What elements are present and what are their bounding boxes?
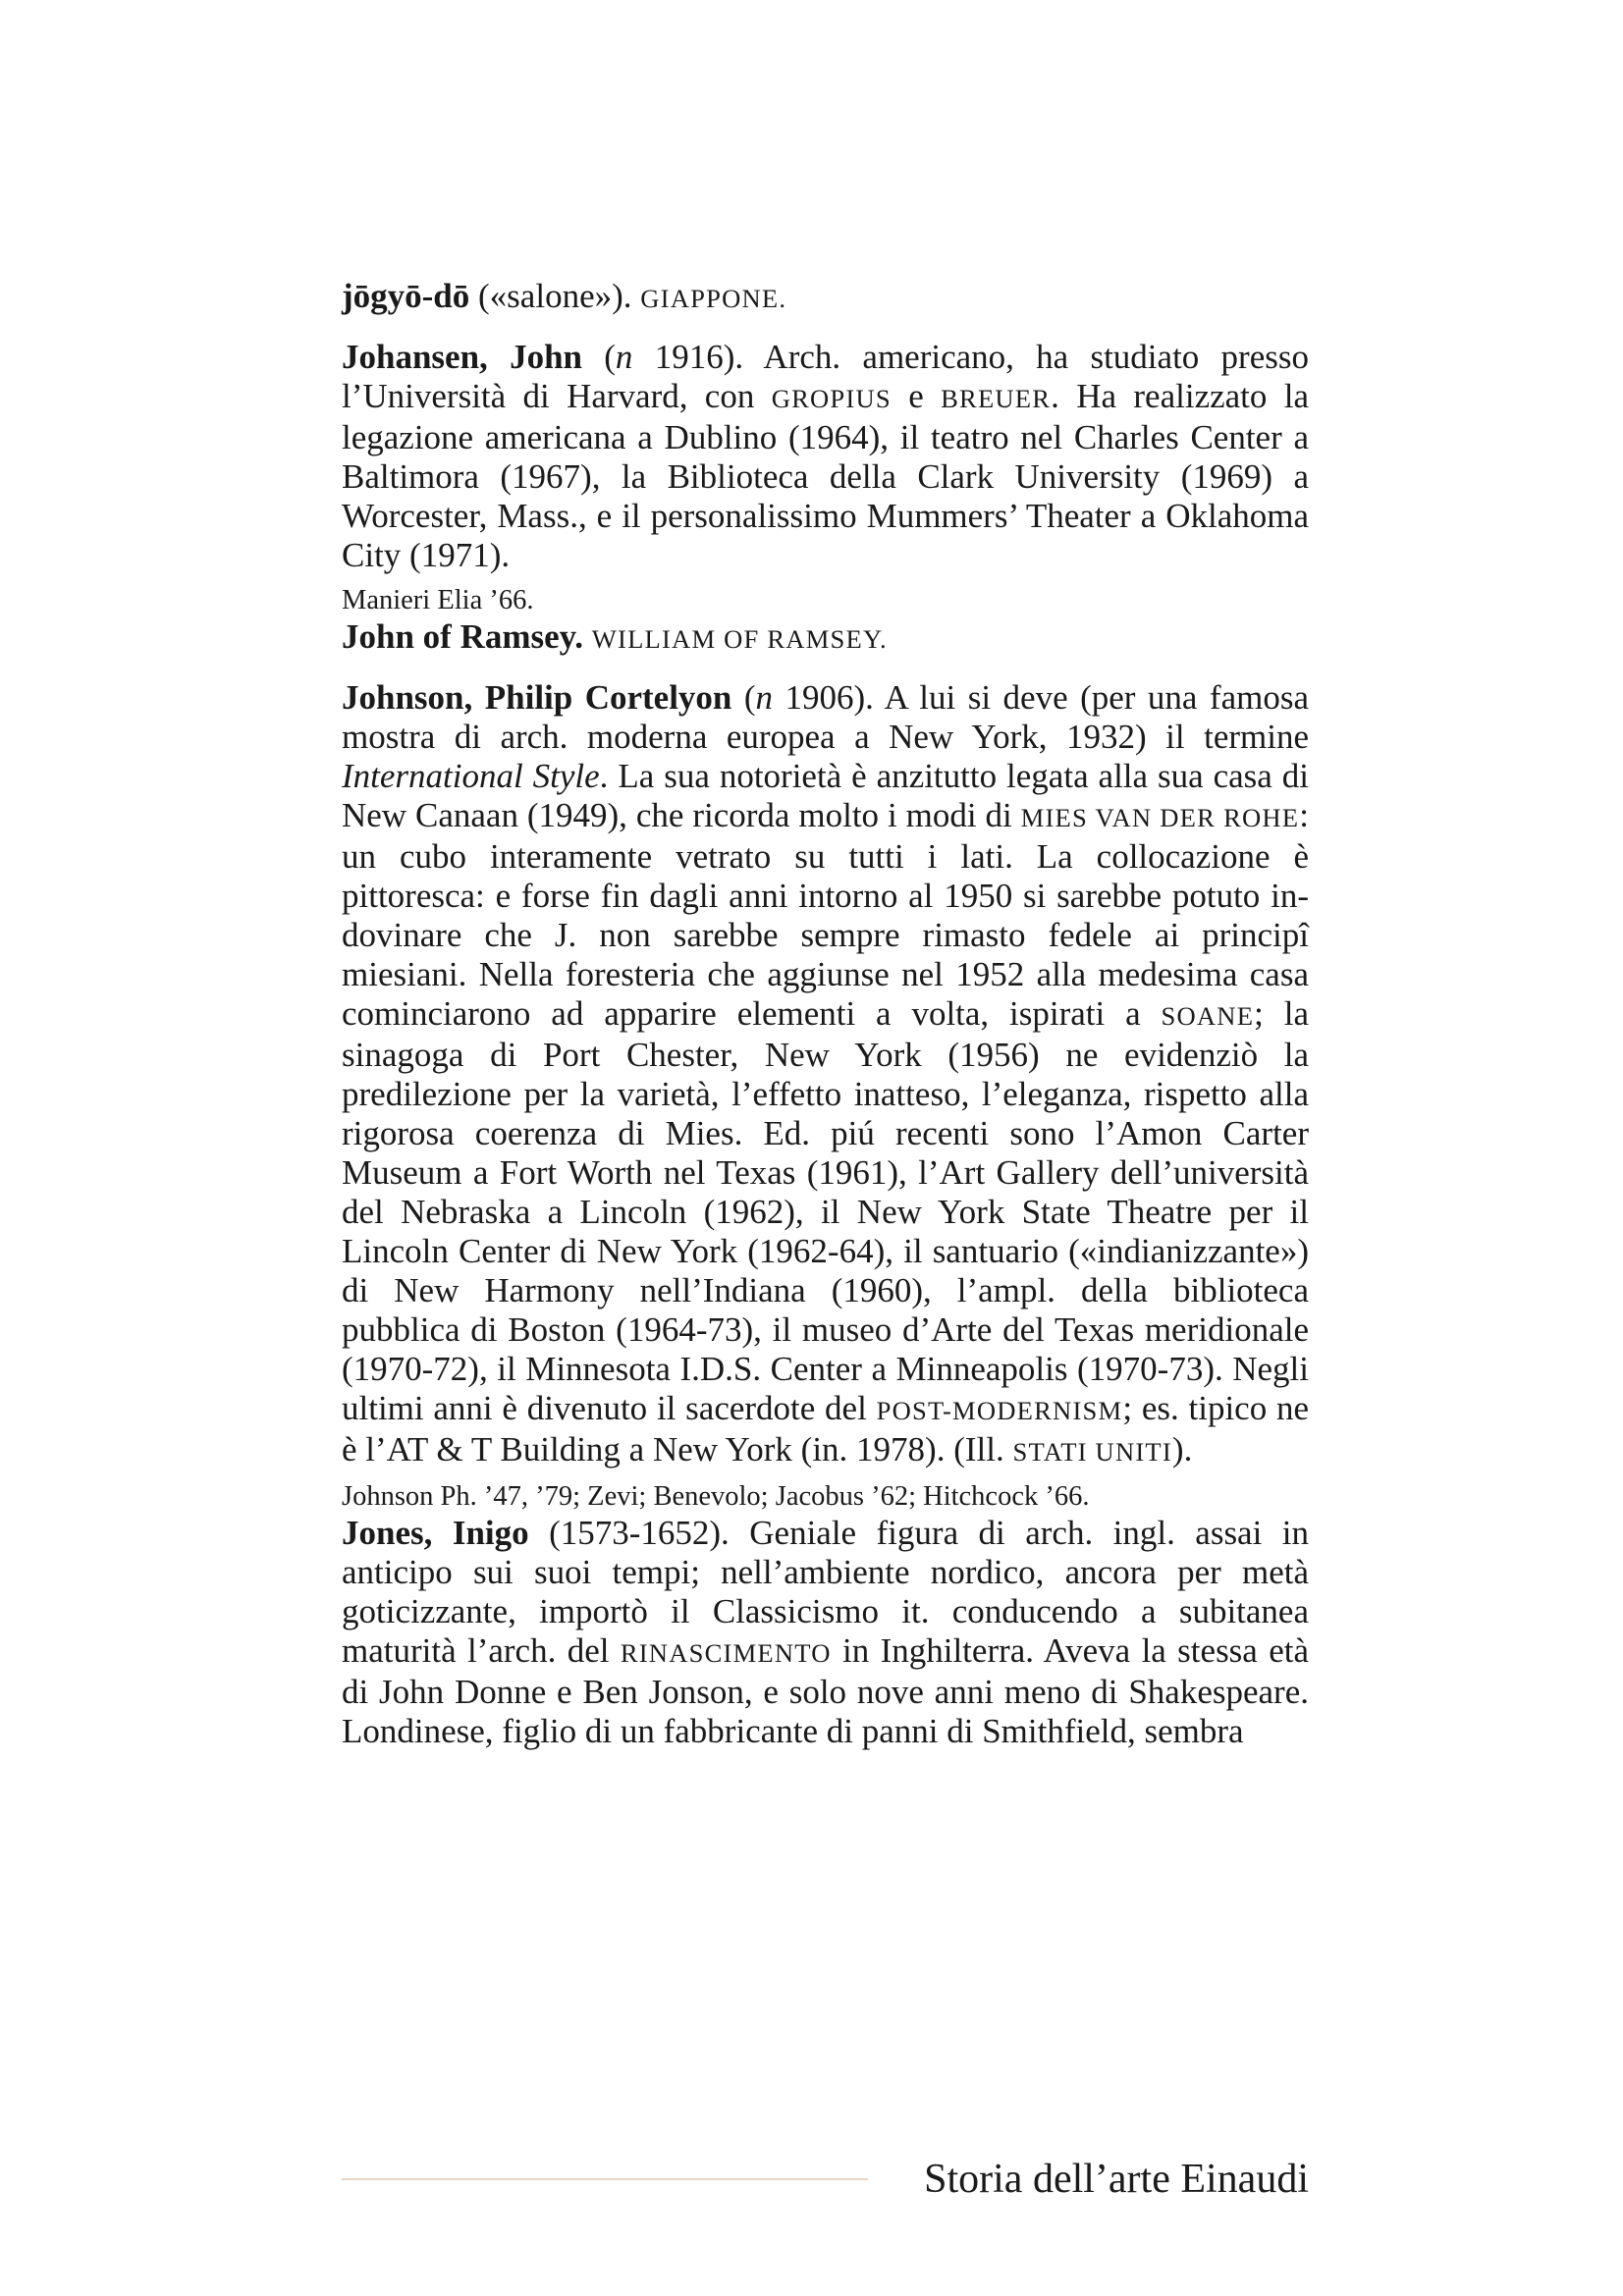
entry-text: 1906). A lui si deve (per una famosa mostra di arch. moderna europea a New York, 1932) il termine: [342, 678, 1309, 756]
entry-text: [583, 617, 592, 656]
footer-rule: [342, 2178, 868, 2180]
entry-text: (: [582, 338, 616, 376]
italic-text: International Style: [342, 757, 600, 795]
entry-text: (1573-1652). Geniale figura di arch. ingl. assai in anticipo sui suoi tempi; nell’ambiente nordico, ancora per metà goticizzante, importò il Classicismo it. conducendo a subitanea maturità l’arch. del: [342, 1514, 1309, 1670]
italic-text: n: [615, 338, 633, 376]
cross-reference: WILLIAM OF RAMSEY.: [591, 624, 888, 654]
headword: Johnson, Philip Cortelyon: [342, 678, 732, 717]
cross-reference: GIAPPONE.: [640, 284, 787, 313]
cross-reference: RINASCIMENTO: [620, 1638, 832, 1668]
footer-brand: Storia dell’arte Einaudi: [924, 2157, 1309, 2202]
entry-text: ).: [1171, 1430, 1193, 1468]
cross-reference: STATI UNITI: [1012, 1437, 1172, 1467]
entry-text: 1916). Arch. americano, ha studiato presso l’Università di Harvard, con: [342, 338, 1309, 415]
entry-text: (: [731, 678, 756, 717]
entry-text: in Inghilterra. Aveva la stessa età di John Donne e Ben Jonson, e solo nove anni meno di Shakespeare. Londinese, figlio di un fabbricante di panni di Smithfield, sembra: [342, 1631, 1309, 1750]
entry-john-of-ramsey: [342, 617, 1309, 659]
cross-reference: MIES VAN DER ROHE: [1020, 803, 1300, 832]
cross-reference: SOANE: [1161, 1001, 1255, 1031]
entry-johnson: [342, 678, 1309, 1471]
entry-text: («salone»).: [469, 277, 641, 315]
entry-text: ; es. tipico ne è l’AT & T Building a New York (in. 1978). (Ill.: [342, 1389, 1310, 1468]
cross-reference: POST-MODERNISM: [876, 1396, 1123, 1425]
cross-reference: BREUER: [941, 384, 1052, 413]
entry-text: : un cubo interamente vetrato su tutti i lati. La collocazione è pittoresca: e forse fin dagli anni intorno al 1950 si sarebbe potuto indovinare che J. non sarebbe sempre rimasto fedele ai principî miesiani. Nella foresteria che aggiunse nel 1952 alla medesima casa cominciarono ad apparire elementi a volta, ispirati a: [342, 796, 1309, 1033]
bibliography-johansen: Manieri Elia ’66.: [342, 585, 534, 615]
cross-reference: GROPIUS: [771, 384, 892, 413]
entry-johansen: [342, 338, 1309, 575]
entry-text: . Ha realizzato la legazione americana a Dublino (1964), il teatro nel Charles Center a Baltimora (1967), la Biblioteca della Clark University (1969) a Worcester, Mass., e il personalissimo Mummers’ Theater a Oklahoma City (1971).: [342, 377, 1309, 574]
headword: Jones, Inigo: [342, 1514, 529, 1552]
entry-text: e: [891, 377, 942, 415]
italic-text: n: [755, 678, 774, 717]
bibliography-johnson: Johnson Ph. ’47, ’79; Zevi; Benevolo; Jacobus ’62; Hitchcock ’66.: [342, 1481, 1090, 1512]
entry-text: . La sua notorietà è anzitutto legata alla sua casa di New Canaan (1949), che ricorda molto i modi di: [342, 757, 1309, 834]
entry-jones: [342, 1514, 1309, 1751]
headword: jōgyō-dō: [342, 277, 470, 315]
headword: Johansen, John: [342, 338, 582, 376]
entry-jogyodo: [342, 277, 1309, 318]
dictionary-column: [342, 277, 1309, 1751]
headword: John of Ramsey.: [342, 617, 583, 656]
entry-text: ; la sinagoga di Port Chester, New York (1956) ne evidenziò la predilezione per la varietà, l’effetto inatteso, l’eleganza, rispetto alla rigorosa coerenza di Mies. Ed. piú recenti sono l’Amon Carter Museum a Fort Worth nel Texas (1961), l’Art Gallery dell’università del Nebraska a Lincoln (1962), il New York State Theatre per il Lincoln Center di New York (1962-64), il santuario («indianizzante») di New Harmony nell’Indiana (1960), l’ampl. della biblioteca pubblica di Boston (1964-73), il museo d’Arte del Texas meridionale (1970-72), il Minnesota I.D.S. Center a Minneapolis (1970-73). Negli ultimi anni è divenuto il sacerdote del: [342, 994, 1310, 1427]
